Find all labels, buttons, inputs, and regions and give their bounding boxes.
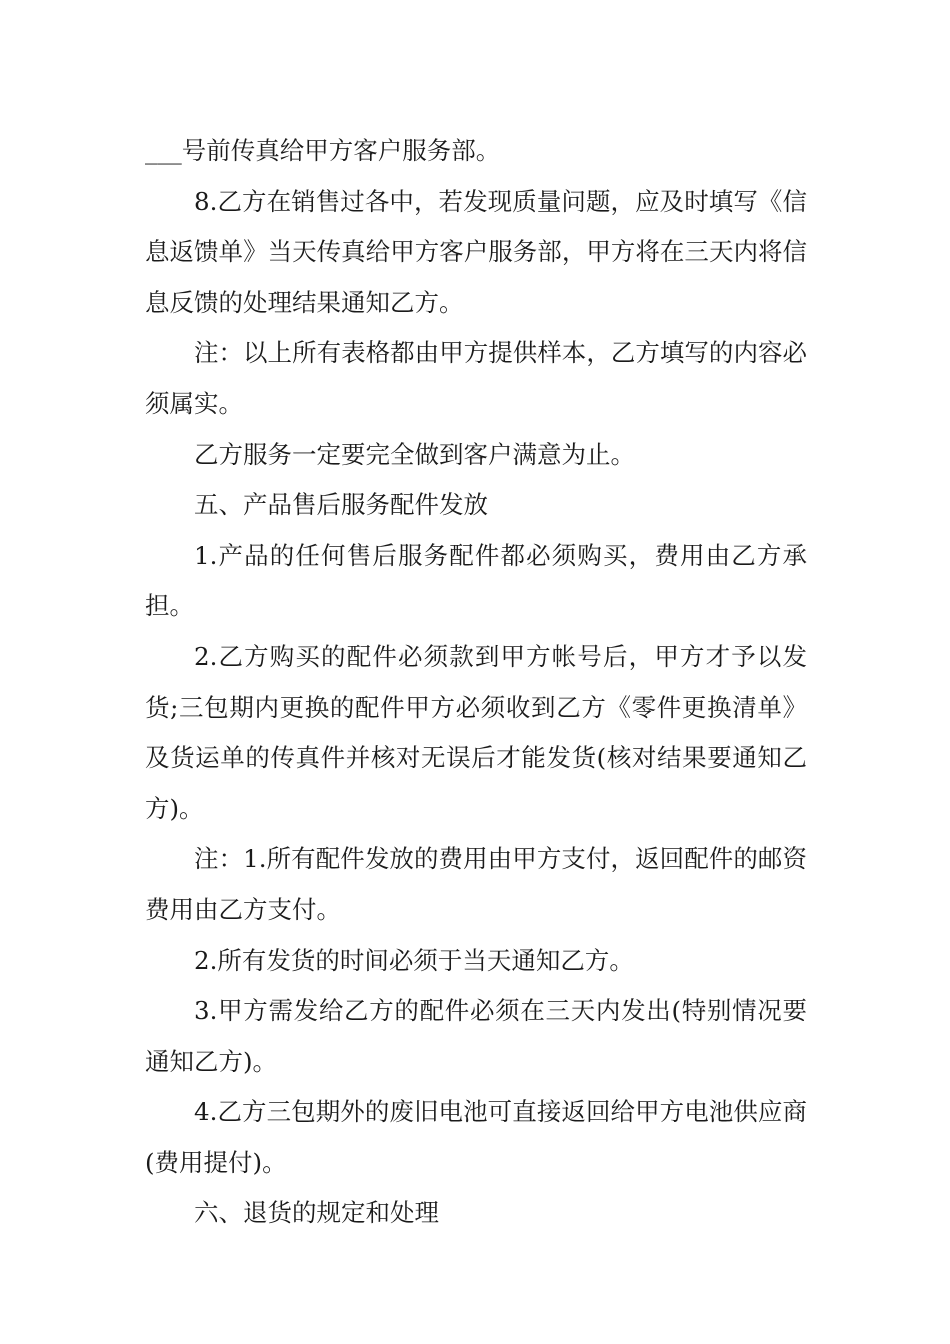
paragraph: 8.乙方在销售过各中，若发现质量问题，应及时填写《信息返馈单》当天传真给甲方客户服务部，甲方将在三天内将信息反馈的处理结果通知乙方。 (145, 186, 807, 317)
paragraph: 2.所有发货的时间必须于当天通知乙方。 (194, 945, 634, 975)
paragraph: 1.产品的任何售后服务配件都必须购买，费用由乙方承担。 (145, 540, 807, 621)
paragraph: 乙方服务一定要完全做到客户满意为止。 (194, 439, 635, 469)
section-heading: 六、退货的规定和处理 (194, 1198, 439, 1228)
paragraph: 4.乙方三包期外的废旧电池可直接返回给甲方电池供应商(费用提付)。 (145, 1097, 807, 1177)
paragraph: ___号前传真给甲方客户服务部。 (145, 136, 501, 165)
paragraph: 2.乙方购买的配件必须款到甲方帐号后，甲方才予以发货;三包期内更换的配件甲方必须收到乙方《零件更换清单》及货运单的传真件并核对无误后才能发货(核对结果要通知乙方)。 (145, 641, 807, 823)
paragraph: 注：1.所有配件发放的费用由甲方支付，返回配件的邮资费用由乙方支付。 (145, 844, 807, 924)
paragraph: 注：以上所有表格都由甲方提供样本，乙方填写的内容必须属实。 (145, 338, 807, 418)
document-page (145, 126, 807, 1239)
section-heading: 五、产品售后服务配件发放 (194, 490, 488, 520)
paragraph: 3.甲方需发给乙方的配件必须在三天内发出(特别情况要通知乙方)。 (145, 996, 807, 1076)
